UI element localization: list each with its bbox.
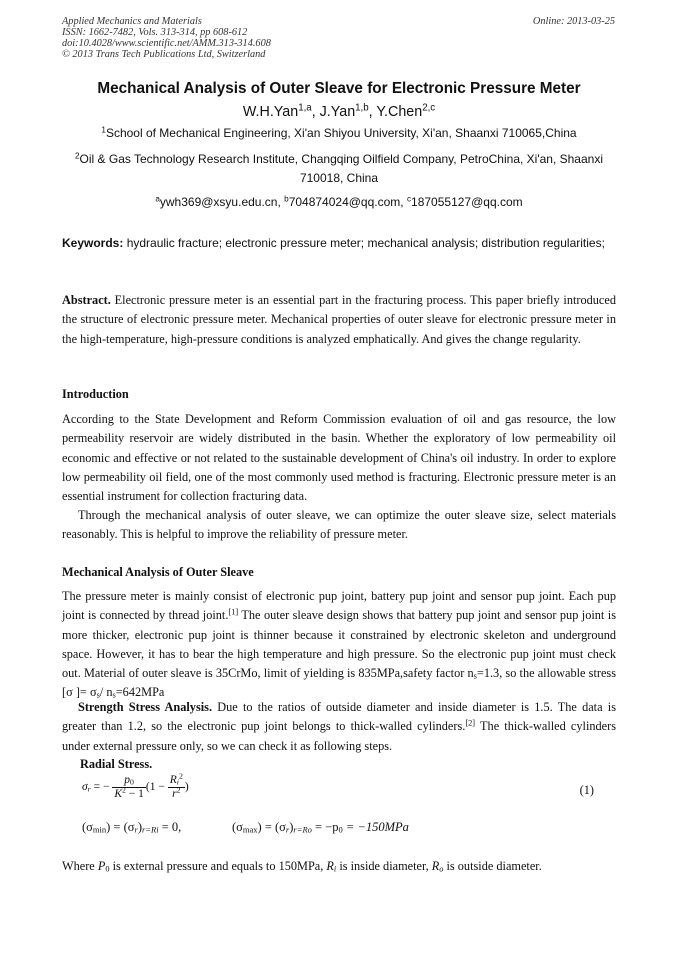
equation-max: $(\sigma_{max}) = (\sigma_r)_{r=Ro} = -p_0 = -150MPa$ xyxy=(232,820,409,835)
sigma-symbol: σ xyxy=(66,685,73,700)
eq-symbol: K xyxy=(114,788,122,800)
where-paragraph xyxy=(62,852,616,880)
body-text: / n xyxy=(99,685,113,700)
eq-subscript: r xyxy=(87,784,91,794)
author-mark: 1,b xyxy=(355,102,369,114)
email-address[interactable]: 187055127@qq.com xyxy=(411,195,523,209)
eq-operator: , xyxy=(178,820,182,834)
journal-header xyxy=(62,16,271,60)
eq-symbol: (σ xyxy=(232,820,243,834)
equation-number: (1) xyxy=(579,783,594,797)
body-text: Due to the ratios of outside diameter and inside diameter is 1.5. The data is greater than 1.2, so the electronic pup joint belongs to thick-walled cylinders. xyxy=(62,700,616,734)
email-list xyxy=(62,195,616,209)
eq-operator: − 1 xyxy=(125,788,144,800)
eq-subscript: o xyxy=(439,864,444,874)
eq-symbol: ) = (σ xyxy=(257,820,286,834)
author-name: J.Yan xyxy=(319,104,356,120)
eq-subscript: r=Ri xyxy=(142,824,159,835)
body-text: The outer sleave design shows that battery pup joint and sensor pup joint is more thicker, electronic pup joint is thinner because it constrained by electronic skeleton and underground space. However, it has to bear the high temperature and high pressure. So the electronic pup joint must check out. Material of outer sleave is 35CrMo, limit of yielding is 835MPa,safety factor n xyxy=(62,608,616,681)
radial-stress-label: Radial Stress. xyxy=(80,757,153,771)
keywords-label: Keywords: xyxy=(62,236,124,250)
copyright-line: © 2013 Trans Tech Publications Ltd, Switzerland xyxy=(62,49,266,60)
affiliation-1 xyxy=(62,124,616,143)
eq-symbol: ) = (σ xyxy=(106,820,135,834)
eq-subscript: min xyxy=(92,824,107,835)
author-mark: 2,c xyxy=(422,102,436,114)
eq-operator: = −p xyxy=(311,820,339,834)
body-text: The thick-walled cylinders under external pressure only, so we can check it as following steps. xyxy=(62,719,616,753)
eq-subscript: 0 xyxy=(130,777,134,787)
eq-subscript: 0 xyxy=(338,824,343,835)
equation-1 xyxy=(82,771,189,801)
affiliation-text: Oil & Gas Technology Research Institute, Changqing Oilfield Company, PetroChina, Xi'an, Shaanxi 710018, China xyxy=(79,152,603,185)
eq-subscript: i xyxy=(176,777,179,787)
eq-operator: ) xyxy=(184,781,189,794)
citation-ref[interactable]: [2] xyxy=(465,718,476,728)
keywords-text: hydraulic fracture; electronic pressure meter; mechanical analysis; distribution regularities; xyxy=(126,236,605,250)
eq-superscript: 2 xyxy=(122,785,126,795)
abstract xyxy=(62,291,616,349)
citation-ref[interactable]: [1] xyxy=(228,607,239,617)
eq-operator: = − xyxy=(90,781,110,794)
eq-fraction xyxy=(168,771,185,801)
abstract-text: Electronic pressure meter is an essential part in the fracturing process. This paper briefly introduced the structure of electronic pressure meter. Mechanical properties of outer sleave for electronic pressure meter in the high-temperature, high-pressure conditions is analyzed emphatically. And gives the change regularity. xyxy=(62,293,616,346)
eq-symbol: R xyxy=(169,774,177,786)
eq-symbol: (σ xyxy=(82,820,93,834)
author-name: W.H.Yan xyxy=(242,104,299,120)
author-sep: , xyxy=(368,104,377,120)
eq-superscript: 2 xyxy=(178,771,183,781)
mechanical-paragraph-1 xyxy=(62,587,616,703)
body-text: =642MPa xyxy=(115,685,165,700)
eq-subscript: r=Ro xyxy=(293,824,312,835)
author-list xyxy=(62,104,616,120)
affiliation-text: School of Mechanical Engineering, Xi'an Shiyou University, Xi'an, Shaanxi 710065,China xyxy=(105,126,577,140)
eq-symbol: p xyxy=(124,774,131,786)
email-mark: a xyxy=(155,194,160,204)
subscript: s xyxy=(96,691,100,701)
doi-line: doi:10.4028/www.scientific.net/AMM.313-314.608 xyxy=(62,38,271,49)
eq-subscript: r xyxy=(285,824,290,835)
body-text: ]= xyxy=(72,685,90,700)
body-text: is inside diameter, xyxy=(336,859,432,873)
email-address[interactable]: ywh369@xsyu.edu.cn, xyxy=(159,195,285,209)
section-heading-mechanical-analysis: Mechanical Analysis of Outer Sleave xyxy=(62,565,254,579)
author-mark: 1,a xyxy=(298,102,312,114)
issn-line: ISSN: 1662-7482, Vols. 313-314, pp 608-612 xyxy=(62,27,248,38)
eq-symbol: σ xyxy=(82,781,88,794)
eq-symbol: r xyxy=(172,788,177,800)
strength-label: Strength Stress Analysis. xyxy=(78,700,213,714)
author-name: Y.Chen xyxy=(376,104,423,120)
abstract-label: Abstract. xyxy=(62,293,111,307)
eq-value: = −150MPa xyxy=(342,820,409,834)
affiliation-mark: 1 xyxy=(101,125,106,135)
body-text: Where xyxy=(62,859,98,873)
email-mark: b xyxy=(284,194,289,204)
paper-title: Mechanical Analysis of Outer Sleave for Electronic Pressure Meter xyxy=(97,80,581,97)
body-text: The pressure meter is mainly consist of electronic pup joint, battery pup joint and sensor pup joint. Each pup joint is connected by thread joint. xyxy=(62,589,616,623)
eq-fraction xyxy=(112,774,146,801)
keywords xyxy=(62,234,616,253)
eq-subscript: max xyxy=(242,824,258,835)
introduction-paragraph-1: According to the State Development and Reform Commission evaluation of oil and gas resource, the low permeability reservoir are widely distributed in the basin. Whether the exploratory of low permeability oil economic and effective or not related to the sustainable development of China's oil industry. In order to explore low permeability oil field, one of the most commonly used method is fracturing. Electronic pressure meter is an essential instrument for collection fracturing data. xyxy=(62,412,616,504)
sigma-symbol: σ xyxy=(89,685,97,700)
introduction-paragraph-2: Through the mechanical analysis of outer sleave, we can optimize the outer sleave size, select materials reasonably. This is helpful to improve the reliability of pressure meter. xyxy=(62,508,616,542)
eq-symbol: P xyxy=(97,859,106,873)
eq-subscript: i xyxy=(333,864,337,874)
affiliation-2 xyxy=(62,150,616,188)
section-heading-introduction: Introduction xyxy=(62,387,129,401)
eq-operator: (1 − xyxy=(145,781,168,794)
online-date: Online: 2013-03-25 xyxy=(532,16,615,27)
eq-symbol: R xyxy=(431,859,440,873)
strength-stress-paragraph xyxy=(62,698,616,756)
body-text: =1.3, so the allowable stress [ xyxy=(62,666,616,700)
journal-name: Applied Mechanics and Materials xyxy=(62,16,202,27)
eq-subscript: r xyxy=(134,824,138,835)
equation-min: $(\sigma_{min}) = (\sigma_r)_{r=Ri} = 0$, xyxy=(82,820,182,835)
author-sep: , xyxy=(311,104,320,120)
eq-superscript: 2 xyxy=(176,785,181,795)
eq-operator: = 0 xyxy=(158,820,179,834)
email-address[interactable]: 704874024@qq.com, xyxy=(288,195,407,209)
eq-subscript: 0 xyxy=(105,864,110,874)
subscript: s xyxy=(112,691,116,701)
eq-symbol: R xyxy=(326,859,334,873)
affiliation-mark: 2 xyxy=(74,151,80,161)
subscript: s xyxy=(473,671,477,681)
body-text: is external pressure and equals to 150MPa, xyxy=(109,859,327,873)
email-mark: c xyxy=(406,194,412,204)
body-text: is outside diameter. xyxy=(443,859,542,873)
